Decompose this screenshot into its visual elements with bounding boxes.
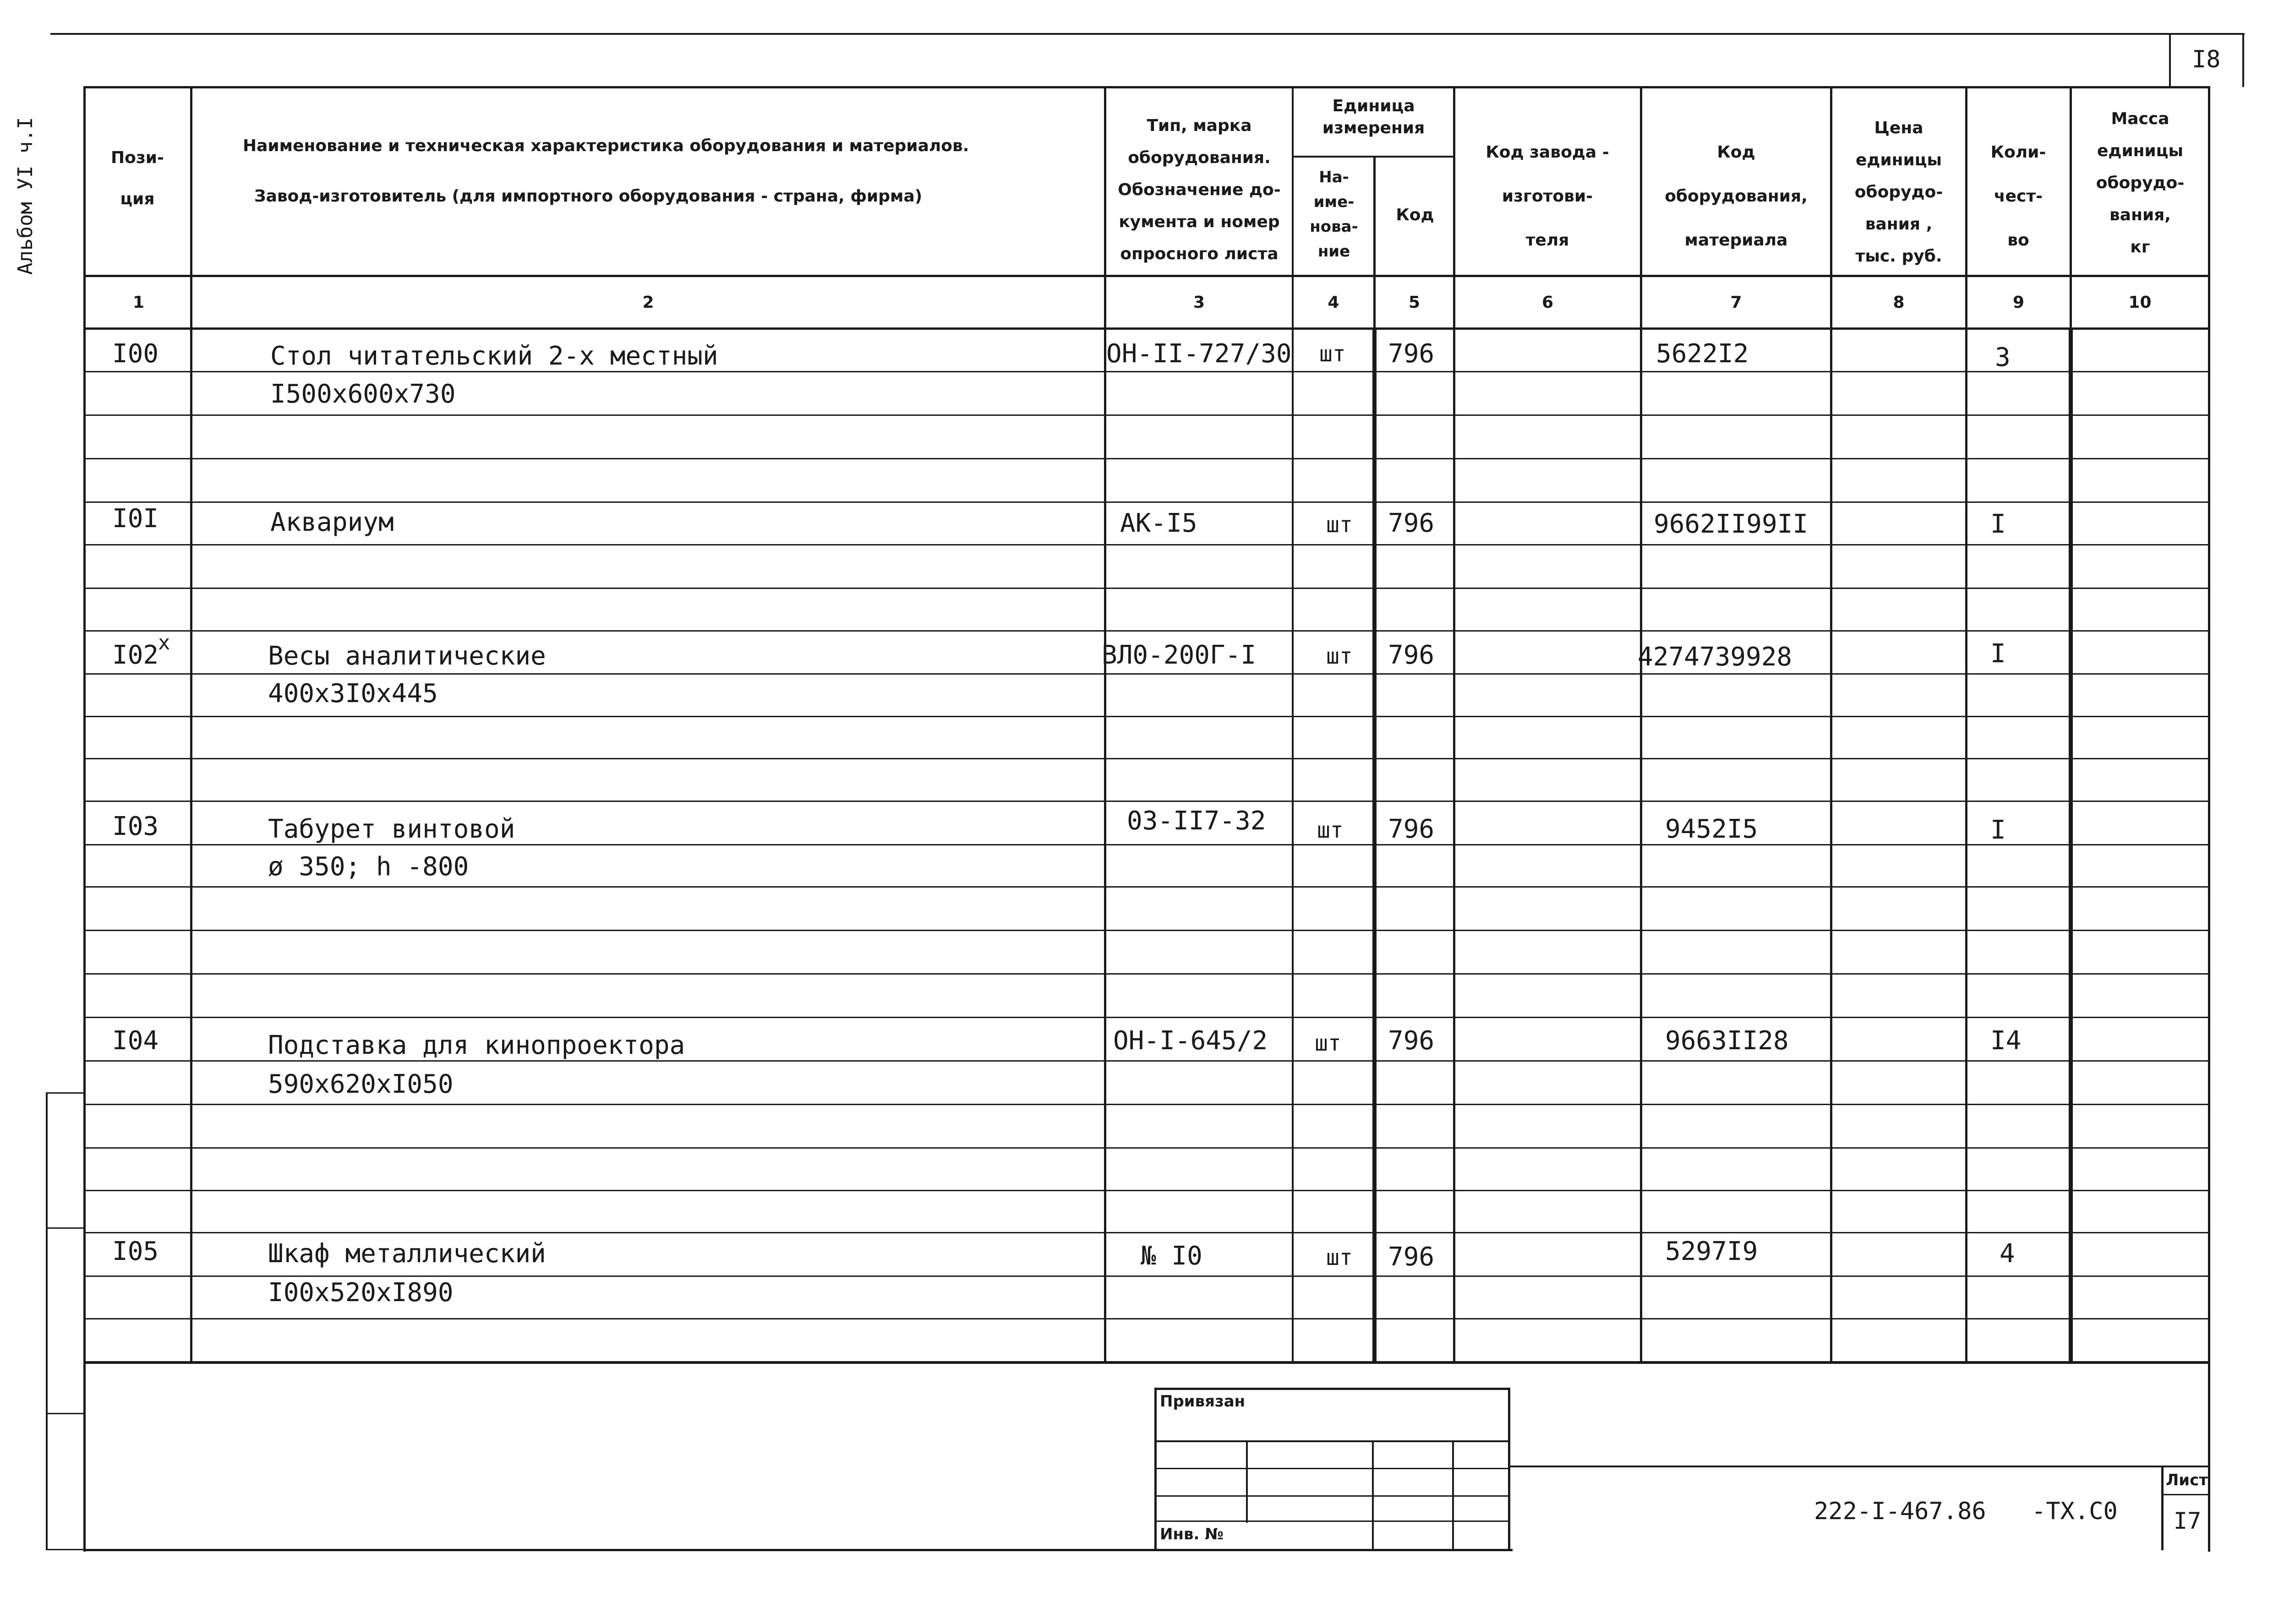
row-position: I00 [112,339,159,369]
row-line [83,886,2209,888]
row-name: Стол читательский 2-х местный [270,341,718,371]
header-equipment-code: Код оборудования, материала [1665,143,1808,250]
row-eq-code: 9452I5 [1665,814,1758,844]
header-mass: Масса единицы оборудо- вания, кг [2096,109,2185,256]
row-line [83,1147,2209,1149]
header-name-line1: Наименование и техническая характеристика оборудования и материалов. [243,136,969,155]
row-line [83,1318,2209,1319]
sheet-cell-left [2161,1466,2164,1550]
col-line-7 [1830,86,1832,1364]
row-name: Подставка для кинопроектора [268,1030,685,1060]
row-line [83,1104,2209,1105]
row-eq-code: 5297I9 [1665,1237,1758,1266]
row-eq-code: 4274739928 [1638,642,1792,672]
thick-right [2069,327,2073,1364]
row-line [83,458,2209,459]
row-dims: I00x520xI890 [268,1278,454,1308]
stamp-col-1 [1246,1440,1248,1523]
row-unit: шт [1315,1030,1341,1056]
row-unit: шт [1326,643,1353,669]
row-unit: шт [1326,1245,1353,1270]
colnum-bottom-line [83,327,2209,330]
colnum-9: 9 [2012,293,2025,312]
row-line [83,371,2209,372]
colnum-2: 2 [642,293,654,312]
header-factory-code: Код завода - изготови- теля [1486,143,1609,250]
header-position: Пози- ция [111,148,164,208]
stamp-row-4 [1154,1520,1509,1522]
row-position-mark: x [158,631,170,654]
col-line-3 [1292,86,1294,1364]
row-code: 796 [1388,508,1435,538]
row-qty: 4 [2000,1239,2015,1269]
row-eq-code: 9662II99II [1654,509,1809,539]
row-position: I04 [112,1026,159,1056]
sheet-box-left [2169,33,2171,87]
row-line [83,930,2209,931]
sheet-value: I7 [2174,1508,2202,1534]
binding-strip-top [46,1092,85,1094]
stamp-inv-label: Инв. № [1160,1525,1224,1543]
row-line [83,1275,2209,1277]
col-line-5 [1453,86,1455,1364]
stamp-row-3 [1154,1495,1509,1497]
row-qty: I [1990,509,2006,539]
row-dims: I500x600x730 [270,379,456,409]
row-line [83,844,2209,845]
row-qty: I [1990,639,2006,669]
row-position: I0I [112,504,159,534]
row-eq-code: 9663II28 [1665,1026,1789,1056]
binding-strip-left [46,1092,48,1550]
stamp-col-2 [1372,1440,1374,1550]
row-eq-code: 5622I2 [1656,339,1749,369]
stamp-top [1154,1388,1509,1390]
row-code: 796 [1388,1242,1435,1272]
stamp-bound-label: Привязан [1160,1392,1246,1411]
col-line-6 [1640,86,1642,1364]
col-line-1 [190,86,192,1364]
sheet-cell-mid [2161,1494,2209,1495]
header-price: Цена единицы оборудо- вания , тыс. руб. [1854,119,1943,266]
row-line [83,973,2209,975]
colnum-10: 10 [2128,293,2152,312]
row-line [83,1190,2209,1191]
row-name: Аквариум [270,507,394,537]
frame-right-line [2208,86,2210,1552]
header-unit-name: На- име- нова- ние [1310,168,1358,261]
header-bottom-line [83,275,2209,277]
table-bottom-line [83,1361,2209,1364]
row-line [83,501,2209,503]
header-unit-code: Код [1396,206,1434,224]
row-unit: шт [1319,341,1346,367]
colnum-6: 6 [1541,293,1554,312]
row-qty: I4 [1990,1026,2022,1056]
row-position: I03 [112,812,159,841]
col-line-8 [1965,86,1967,1364]
header-name-line2: Завод-изготовитель (для импортного оборудования - страна, фирма) [254,187,923,206]
row-dims: ø 350; h -800 [268,852,469,882]
row-qty: I [1990,815,2006,845]
stamp-row-1 [1154,1440,1509,1442]
row-code: 796 [1388,814,1435,844]
row-line [83,588,2209,589]
row-unit: шт [1317,817,1344,843]
row-code: 796 [1388,1026,1435,1056]
row-type: ОН-I-645/2 [1113,1026,1268,1056]
row-name: Весы аналитические [268,641,546,671]
row-line [83,716,2209,717]
row-dims: 400x3I0x445 [268,679,438,708]
title-block-top [1509,1466,2210,1467]
row-type: № I0 [1141,1241,1202,1271]
colnum-7: 7 [1730,293,1742,312]
row-position: I02 [112,640,159,670]
row-name: Шкаф металлический [268,1239,546,1269]
document-suffix: -ТХ.С0 [2032,1498,2118,1525]
colnum-8: 8 [1893,293,1905,312]
row-qty: 3 [1995,343,2011,372]
binding-strip-mid1 [46,1227,85,1229]
row-unit: шт [1326,512,1353,538]
stamp-col-3 [1452,1440,1454,1550]
table-top-line [83,86,2209,88]
document-code: 222-I-467.86 [1814,1498,1986,1525]
row-type: 03-II7-32 [1127,806,1266,836]
row-line [83,544,2209,545]
frame-left-line [83,86,86,1552]
row-type: ОН-II-727/30 [1106,339,1292,369]
row-code: 796 [1388,339,1435,369]
row-name: Табурет винтовой [268,814,515,844]
header-unit: Единица измерения [1322,97,1425,137]
stamp-row-2 [1154,1468,1509,1469]
row-code: 796 [1388,640,1435,670]
colnum-1: 1 [132,293,145,312]
row-line [83,801,2209,802]
row-dims: 590x620xI050 [268,1069,454,1099]
header-type: Тип, марка оборудования. Обозначение до- кумента и номер опросного листа [1118,116,1281,263]
sheet-box-right [2242,33,2244,87]
sheet-label: Лист [2166,1471,2208,1489]
row-line [83,630,2209,632]
binding-strip-bottom [46,1549,85,1550]
row-line [83,414,2209,416]
row-position: I05 [112,1237,159,1266]
row-type: ВЛ0-200Г-I [1102,640,1257,670]
colnum-3: 3 [1193,293,1205,312]
header-quantity: Коли- чест- во [1990,143,2046,250]
row-line [83,758,2209,759]
row-line [83,1060,2209,1062]
col-line-2 [1104,86,1106,1364]
colnum-4: 4 [1328,293,1339,312]
binding-strip-mid2 [46,1413,85,1414]
side-label: Альбом УI ч.I [14,117,37,275]
row-line [83,1017,2209,1018]
thick-left [1372,327,1377,1364]
colnum-5: 5 [1408,293,1421,312]
row-type: АК-I5 [1120,508,1197,538]
sheet-number: I8 [2192,46,2221,73]
row-line [83,673,2209,675]
frame-bottom-line [83,1549,1513,1551]
row-line [83,1232,2209,1233]
unit-header-split [1292,156,1454,158]
top-border-line [50,33,2245,35]
